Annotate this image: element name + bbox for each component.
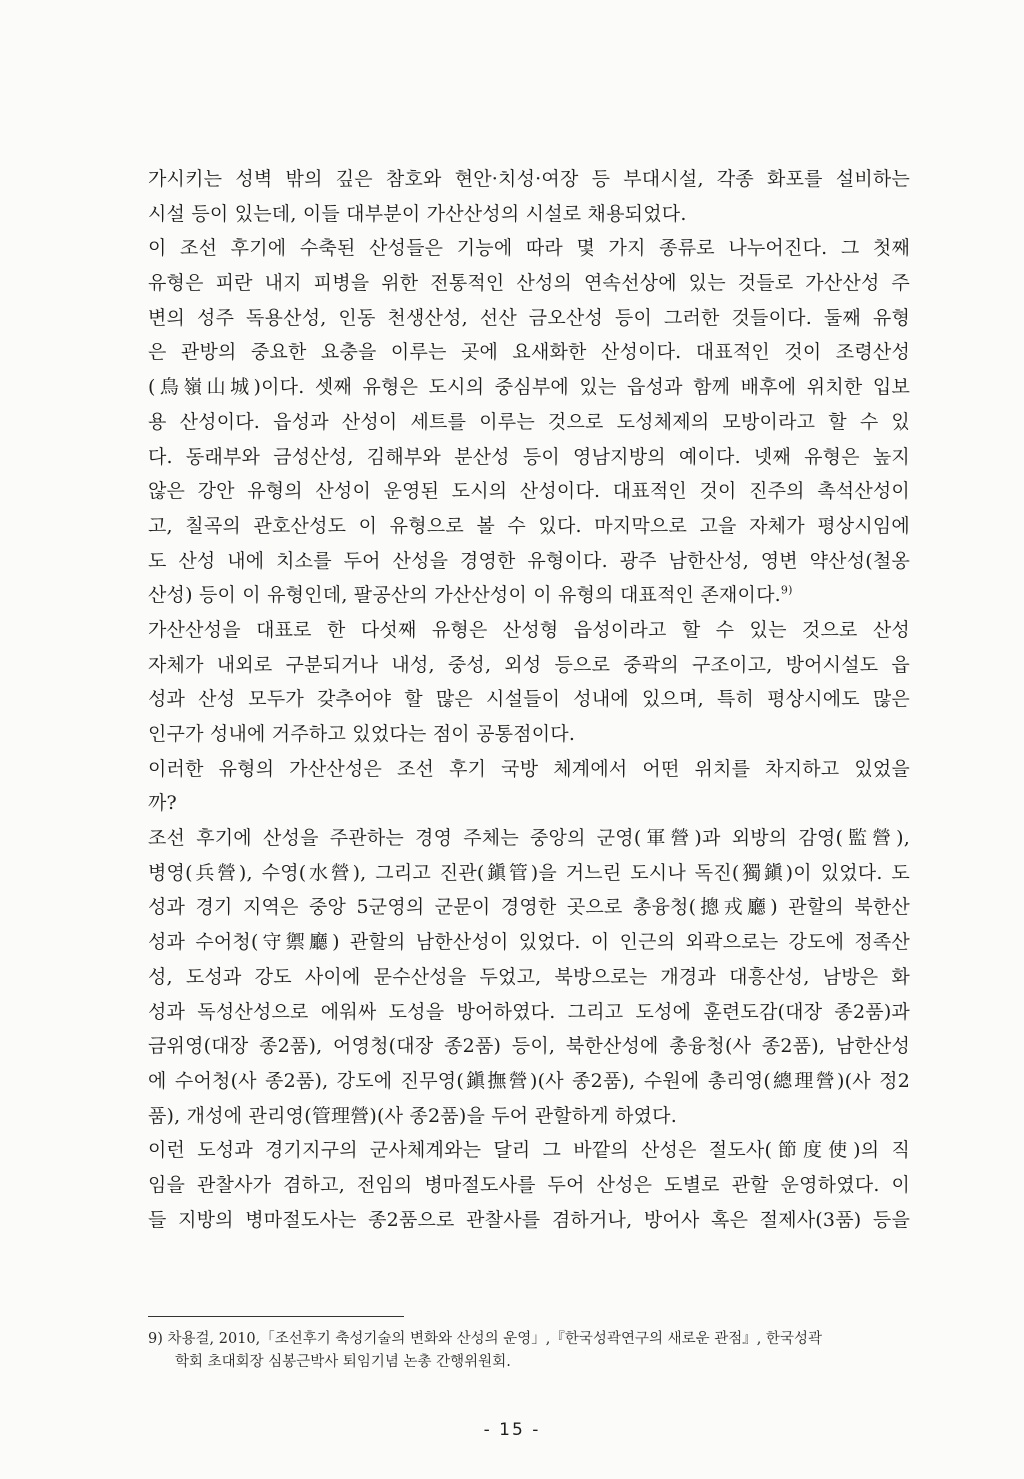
body-line: 도 산성 내에 치소를 두어 산성을 경영한 유형이다. 광주 남한산성, 영변 약산성(철옹 xyxy=(148,549,910,572)
body-line-with-footnote xyxy=(148,578,910,613)
body-line: 에 수어청(사 종2품), 강도에 진무영(鎭撫營)(사 종2품), 수원에 총리영(總理營)(사 정2 xyxy=(148,1069,910,1092)
body-line: 자체가 내외로 구분되거나 내성, 중성, 외성 등으로 중곽의 구조이고, 방어시설도 읍 xyxy=(148,653,910,676)
body-line: 다. 동래부와 금성산성, 김해부와 분산성 등이 영남지방의 예이다. 넷째 유형은 높지 xyxy=(148,445,910,468)
body-line: 까? xyxy=(148,792,177,815)
body-line: 금위영(대장 종2품), 어영청(대장 종2품) 등이, 북한산성에 총융청(사 종2품), 남한산성 xyxy=(148,1035,910,1058)
footnote-divider xyxy=(148,1316,404,1317)
footnote-number: 9) xyxy=(148,1331,163,1347)
body-text xyxy=(148,162,910,1237)
footnote-line xyxy=(148,1328,910,1351)
body-line: 가산산성을 대표로 한 다섯째 유형은 산성형 읍성이라고 할 수 있는 것으로 산성 xyxy=(148,618,910,641)
footnote-line-continued: 학회 초대회장 심봉근박사 퇴임기념 논총 간행위원회. xyxy=(175,1354,511,1370)
body-line: 시설 등이 있는데, 이들 대부분이 가산산성의 시설로 채용되었다. xyxy=(148,202,687,225)
body-line: 유형은 피란 내지 피병을 위한 전통적인 산성의 연속선상에 있는 것들로 가산산성 주 xyxy=(148,272,910,295)
body-line: 성과 독성산성으로 에워싸 도성을 방어하였다. 그리고 도성에 훈련도감(대장 종2품)과 xyxy=(148,1000,910,1023)
page-number: - 15 - xyxy=(483,1420,541,1440)
body-line: 않은 강안 유형의 산성이 운영된 도시의 산성이다. 대표적인 것이 진주의 촉석산성이 xyxy=(148,480,910,503)
body-line: 인구가 성내에 거주하고 있었다는 점이 공통점이다. xyxy=(148,723,576,745)
footnote xyxy=(148,1328,910,1374)
body-line: (鳥嶺山城)이다. 셋째 유형은 도시의 중심부에 있는 읍성과 함께 배후에 위치한 입보 xyxy=(148,376,910,399)
body-line: 가시키는 성벽 밖의 깊은 참호와 현안·치성·여장 등 부대시설, 각종 화포를 설비하는 xyxy=(148,168,910,190)
body-line: 성과 산성 모두가 갖추어야 할 많은 시설들이 성내에 있으며, 특히 평상시에도 많은 xyxy=(148,688,910,711)
body-line: 조선 후기에 산성을 주관하는 경영 주체는 중앙의 군영(軍營)과 외방의 감영(監營), xyxy=(148,827,910,850)
body-line: 성과 경기 지역은 중앙 5군영의 군문이 경영한 곳으로 총융청(摠戎廳) 관할의 북한산 xyxy=(148,896,910,919)
footnote-reference[interactable]: 9) xyxy=(780,583,793,597)
body-line: 성과 수어청(守禦廳) 관할의 남한산성이 있었다. 이 인근의 외곽으로는 강도에 정족산 xyxy=(148,931,910,954)
footnote-text: 차용걸, 2010,「조선후기 축성기술의 변화와 산성의 운영」,『한국성곽연구의 새로운 관점』, 한국성곽 xyxy=(167,1331,822,1347)
body-line: 병영(兵營), 수영(水營), 그리고 진관(鎭管)을 거느린 도시나 독진(獨鎭)이 있었다. 도 xyxy=(148,861,910,884)
body-line: 은 관방의 중요한 요충을 이루는 곳에 요새화한 산성이다. 대표적인 것이 조령산성 xyxy=(148,341,910,364)
body-line: 이 조선 후기에 수축된 산성들은 기능에 따라 몇 가지 종류로 나누어진다. 그 첫째 xyxy=(148,237,910,260)
body-line: 이런 도성과 경기지구의 군사체계와는 달리 그 바깥의 산성은 절도사(節度使)의 직 xyxy=(148,1139,910,1162)
body-line: 고, 칠곡의 관호산성도 이 유형으로 볼 수 있다. 마지막으로 고을 자체가 평상시임에 xyxy=(148,514,910,537)
body-line: 임을 관찰사가 겸하고, 전임의 병마절도사를 두어 산성은 도별로 관할 운영하였다. 이 xyxy=(148,1173,910,1196)
body-line: 이러한 유형의 가산산성은 조선 후기 국방 체계에서 어떤 위치를 차지하고 있었을 xyxy=(148,757,910,780)
body-line: 품), 개성에 관리영(管理營)(사 종2품)을 두어 관할하게 하였다. xyxy=(148,1104,677,1127)
body-line: 성, 도성과 강도 사이에 문수산성을 두었고, 북방으로는 개경과 대흥산성, 남방은 화 xyxy=(148,965,910,988)
body-line: 변의 성주 독용산성, 인동 천생산성, 선산 금오산성 등이 그러한 것들이다. 둘째 유형 xyxy=(148,306,910,329)
body-line: 용 산성이다. 읍성과 산성이 세트를 이루는 것으로 도성체제의 모방이라고 할 수 있 xyxy=(148,410,910,433)
body-line: 들 지방의 병마절도사는 종2품으로 관찰사를 겸하거나, 방어사 혹은 절제사(3품) 등을 xyxy=(148,1208,910,1231)
body-line-text: 산성) 등이 이 유형인데, 팔공산의 가산산성이 이 유형의 대표적인 존재이다. xyxy=(148,584,781,607)
